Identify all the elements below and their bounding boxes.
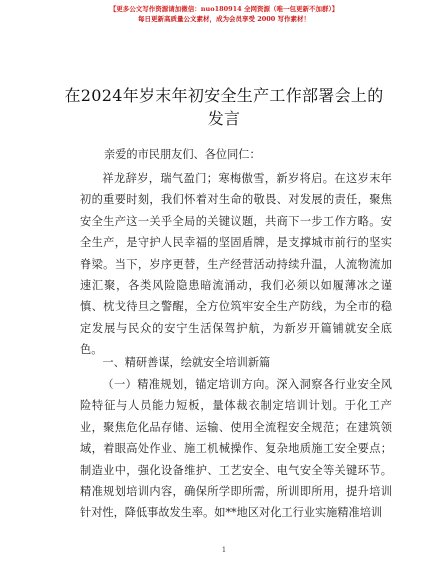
page-number: 1 xyxy=(221,546,227,554)
banner-line-1: 【更多公文写作资源请加微信：nuo180914 全网资源（唯一包更新不加群）】 xyxy=(109,5,339,13)
section-heading-block xyxy=(80,352,392,373)
section-heading: 一、精研善谋，绘就安全培训新篇 xyxy=(102,356,271,369)
document-title: 在2024年岁末年初安全生产工作部署会上的发言 xyxy=(64,86,384,128)
banner-line-2: 每日更新高质量公文素材，成为会员享受 2000 写作素材！ xyxy=(137,15,311,23)
paragraph-1-block xyxy=(80,168,392,361)
paragraph-2-block xyxy=(80,374,392,524)
salutation: 亲爱的市民朋友们、各位同仁： xyxy=(104,148,261,161)
header-banner xyxy=(0,4,448,24)
paragraph: 祥龙辞岁，瑞气盈门；寒梅傲雪，新岁将启。在这岁末年初的重要时刻，我们怀着对生命的敬畏、对发展的责任，聚焦安全生产这一关乎全局的关键议题，共商下一步工作方略。安全生产，是守护人民幸福的坚固盾牌，是支撑城市前行的坚实脊梁。当下，岁序更替，生产经营活动持续升温，人流物流加速汇聚，各类风险隐患暗流涌动，我们必须以如履薄冰之谨慎、枕戈待旦之警醒，全方位筑牢安全生产防线，为全市的稳定发展与民众的安宁生活保驾护航，为新岁开篇铺就安全底色。 xyxy=(80,172,392,357)
paragraph: （一）精准规划，锚定培训方向。深入洞察各行业安全风险特征与人员能力短板，量体裁衣制定培训计划。于化工产业，聚焦危化品存储、运输、使用全流程安全规范；在建筑领域，着眼高处作业、施工机械操作、复杂地质施工安全要点；制造业中，强化设备维护、工艺安全、电气安全等关键环节。精准规划培训内容，确保所学即所需，所训即所用，提升培训针对性，降低事故发生率。如**地区对化工行业实施精准培训 xyxy=(80,378,392,520)
